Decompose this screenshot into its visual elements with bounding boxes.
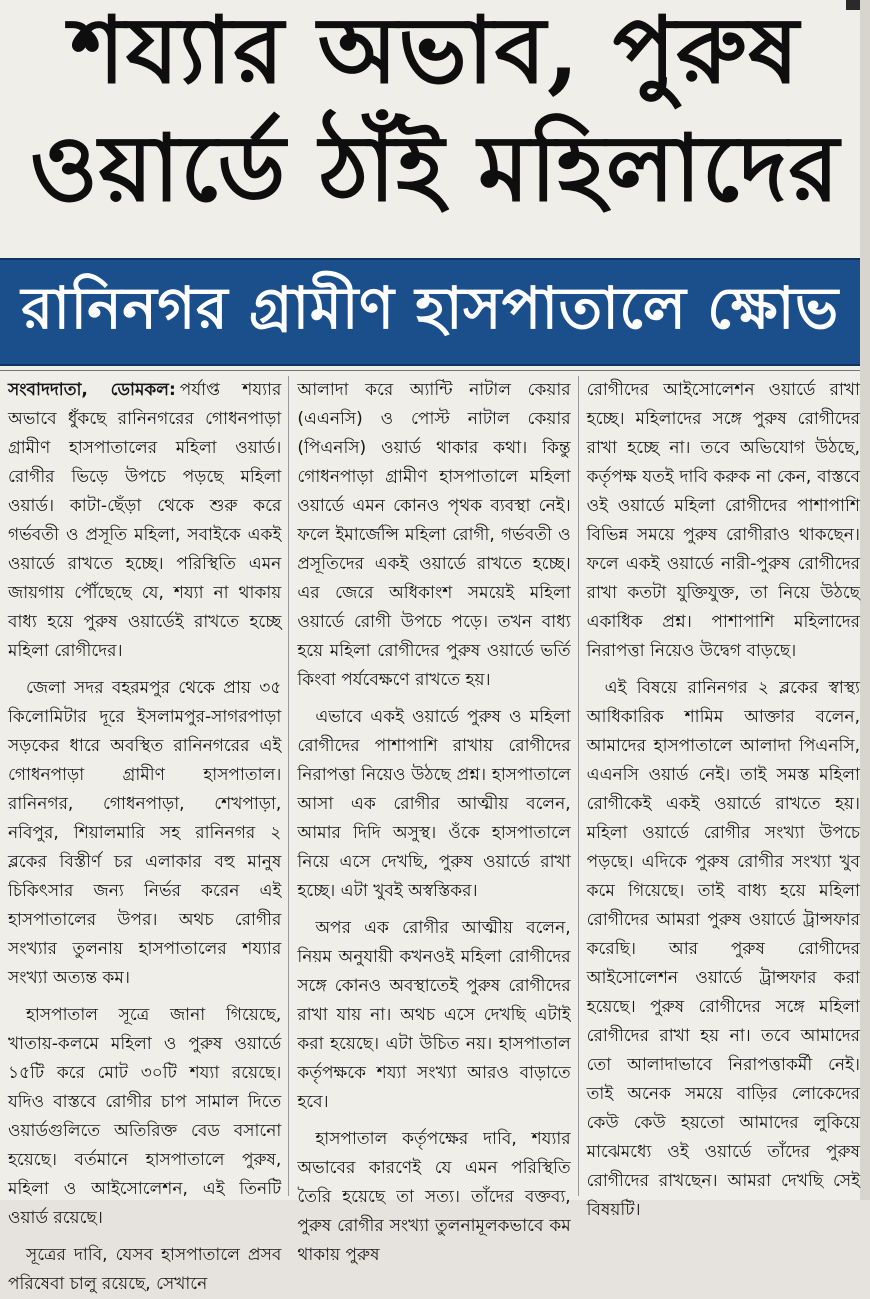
article-paragraph xyxy=(8,376,281,666)
divider xyxy=(0,370,860,371)
article-paragraph: এভাবে একই ওয়ার্ডে পুরুষ ও মহিলা রোগীদের পাশাপাশি রাখায় রোগীদের নিরাপত্তা নিয়েও উঠছে প্রশ্ন। হাসপাতালে আসা এক রোগীর আত্মীয় বলেন, আমার দিদি অসুস্থ। ওঁকে হাসপাতালে নিয়ে এসে দেখছি, পুরুষ ওয়ার্ডে রাখা হচ্ছে। এটা খুবই অস্বস্তিকর। xyxy=(297,707,571,901)
page-edge xyxy=(860,0,870,1200)
headline xyxy=(10,0,860,240)
subheadline: রানিনগর গ্রামীণ হাসপাতালে ক্ষোভ xyxy=(21,273,839,342)
article-paragraph: রোগীদের আইসোলেশন ওয়ার্ডে রাখা হচ্ছে। মহিলাদের সঙ্গে পুরুষ রোগীদের রাখা হচ্ছে না। তবে অভিযোগ উঠছে, কর্তৃপক্ষ যতই দাবি করুক না কেন, বাস্তবে ওই ওয়ার্ডে মহিলা রোগীদের পাশাপাশি বিভিন্ন সময়ে পুরুষ রোগীরাও থাকছেন। ফলে একই ওয়ার্ডে নারী-পুরুষ রোগীদের রাখা কতটা যুক্তিযুক্ত, তা নিয়ে উঠছে একাধিক প্রশ্ন। পাশাপাশি মহিলাদের নিরাপত্তা নিয়েও উদ্বেগ বাড়ছে। xyxy=(586,380,860,661)
article-paragraph: হাসপাতাল সূত্রে জানা গিয়েছে, খাতায়-কলমে মহিলা ও পুরুষ ওয়ার্ডে ১৫টি করে মোট ৩০টি শয্যা রয়েছে। যদিও বাস্তবে রোগীর চাপ সামাল দিতে ওয়ার্ডগুলিতে অতিরিক্ত বেড বসানো হয়েছে। বর্তমানে হাসপাতালে পুরুষ, মহিলা ও আইসোলেশন, এই তিনটি ওয়ার্ড রয়েছে। xyxy=(8,1005,282,1228)
article-paragraph: অপর এক রোগীর আত্মীয় বলেন, নিয়ম অনুযায়ী কখনওই মহিলা রোগীদের সঙ্গে কোনও অবস্থাতেই পুরুষ রোগীদের রাখা যায় না। অথচ এসে দেখছি এটাই করা হয়েছে। এটা উচিত নয়। হাসপাতাল কর্তৃপক্ষকে শয্যা সংখ্যা আরও বাড়াতে হবে। xyxy=(297,918,571,1112)
article-paragraph: সূত্রের দাবি, যেসব হাসপাতালে প্রসব পরিষেবা চালু রয়েছে, সেখানে xyxy=(8,1245,282,1294)
article-paragraph: এই বিষয়ে রানিনগর ২ ব্লকের স্বাস্থ্য আধিকারিক শামিম আক্তার বলেন, আমাদের হাসপাতালে আলাদা পিএনসি, এএনসি ওয়ার্ড নেই। তাই সমস্ত মহিলা রোগীকেই একই ওয়ার্ডে রাখতে হয়। মহিলা ওয়ার্ডে রোগীর সংখ্যা উপচে পড়ছে। এদিকে পুরুষ রোগীর সংখ্যা খুব কমে গিয়েছে। তাই বাধ্য হয়ে মহিলা রোগীদের আমরা পুরুষ ওয়ার্ডে ট্রান্সফার করেছি। আর পুরুষ রোগীদের আইসোলেশন ওয়ার্ডে ট্রান্সফার করা হয়েছে। পুরুষ রোগীদের সঙ্গে মহিলা রোগীদের রাখা হয় না। তবে আমাদের তো আলাদাভাবে নিরাপত্তাকর্মী নেই। তাই অনেক সময়ে বাড়ির লোকেদের কেউ কেউ হয়তো আমাদের লুকিয়ে মাঝেমধ্যে ওই ওয়ার্ডে তাঁদের পুরুষ রোগীদের রাখছেন। আমরা দেখছি সেই বিষয়টি। xyxy=(586,678,860,1220)
paragraph-text: পর্যাপ্ত শয্যার অভাবে ধুঁকছে রানিনগরের গোধনপাড়া গ্রামীণ হাসপাতালের মহিলা ওয়ার্ড। রোগীর ভিড়ে উপচে পড়ছে মহিলা ওয়ার্ড। কাটা-ছেঁড়া থেকে শুরু করে গর্ভবতী ও প্রসূতি মহিলা, সবাইকে একই ওয়ার্ডে রাখতে হচ্ছে। পরিস্থিতি এমন জায়গায় পৌঁছেছে যে, শয্যা না থাকায় বাধ্য হয়ে পুরুষ ওয়ার্ডেই রাখতে হচ্ছে মহিলা রোগীদের। xyxy=(8,380,282,661)
subheadline-banner xyxy=(0,258,860,366)
headline-line-2: ওয়ার্ডে ঠাঁই মহিলাদের xyxy=(30,114,840,222)
article-column-2 xyxy=(297,376,571,1265)
dateline: সংবাদদাতা, ডোমকল: xyxy=(8,380,176,400)
headline-line-1: শয্যার অভাব, পুরুষ xyxy=(70,0,800,104)
article-paragraph: হাসপাতাল কর্তৃপক্ষের দাবি, শয্যার অভাবের কারণেই যে এমন পরিস্থিতি তৈরি হয়েছে তা সত্য। তাঁদের বক্তব্য, পুরুষ রোগীর সংখ্যা তুলনামূলকভাবে কম থাকায় পুরুষ xyxy=(297,1129,571,1265)
article-column-3 xyxy=(586,376,860,1220)
article-column-1 xyxy=(8,376,282,1294)
article-paragraph: জেলা সদর বহরমপুর থেকে প্রায় ৩৫ কিলোমিটার দূরে ইসলামপুর-সাগরপাড়া সড়কের ধারে অবস্থিত রানিনগরের এই গোধনপাড়া গ্রামীণ হাসপাতাল। রানিনগর, গোধনপাড়া, শেখপাড়া, নবিপুর, শিয়ালমারি সহ রানিনগর ২ ব্লকের বিস্তীর্ণ চর এলাকার বহু মানুষ চিকিৎসার জন্য নির্ভর করেন এই হাসপাতালের উপর। অথচ রোগীর সংখ্যার তুলনায় হাসপাতালের শয্যার সংখ্যা অত্যন্ত কম। xyxy=(8,678,282,988)
article-body xyxy=(8,376,860,1294)
article-paragraph: আলাদা করে অ্যান্টি নাটাল কেয়ার (এএনসি) ও পোস্ট নাটাল কেয়ার (পিএনসি) ওয়ার্ড থাকার কথা। কিন্তু গোধনপাড়া গ্রামীণ হাসপাতালে মহিলা ওয়ার্ডে এমন কোনও পৃথক ব্যবস্থা নেই। ফলে ইমার্জেন্সি মহিলা রোগী, গর্ভবতী ও প্রসূতিদের একই ওয়ার্ডে রাখতে হচ্ছে। এর জেরে অধিকাংশ সময়েই মহিলা ওয়ার্ডে রোগী উপচে পড়ে। তখন বাধ্য হয়ে মহিলা রোগীদের পুরুষ ওয়ার্ডে ভর্তি কিংবা পর্যবেক্ষণে রাখতে হয়। xyxy=(297,380,571,690)
